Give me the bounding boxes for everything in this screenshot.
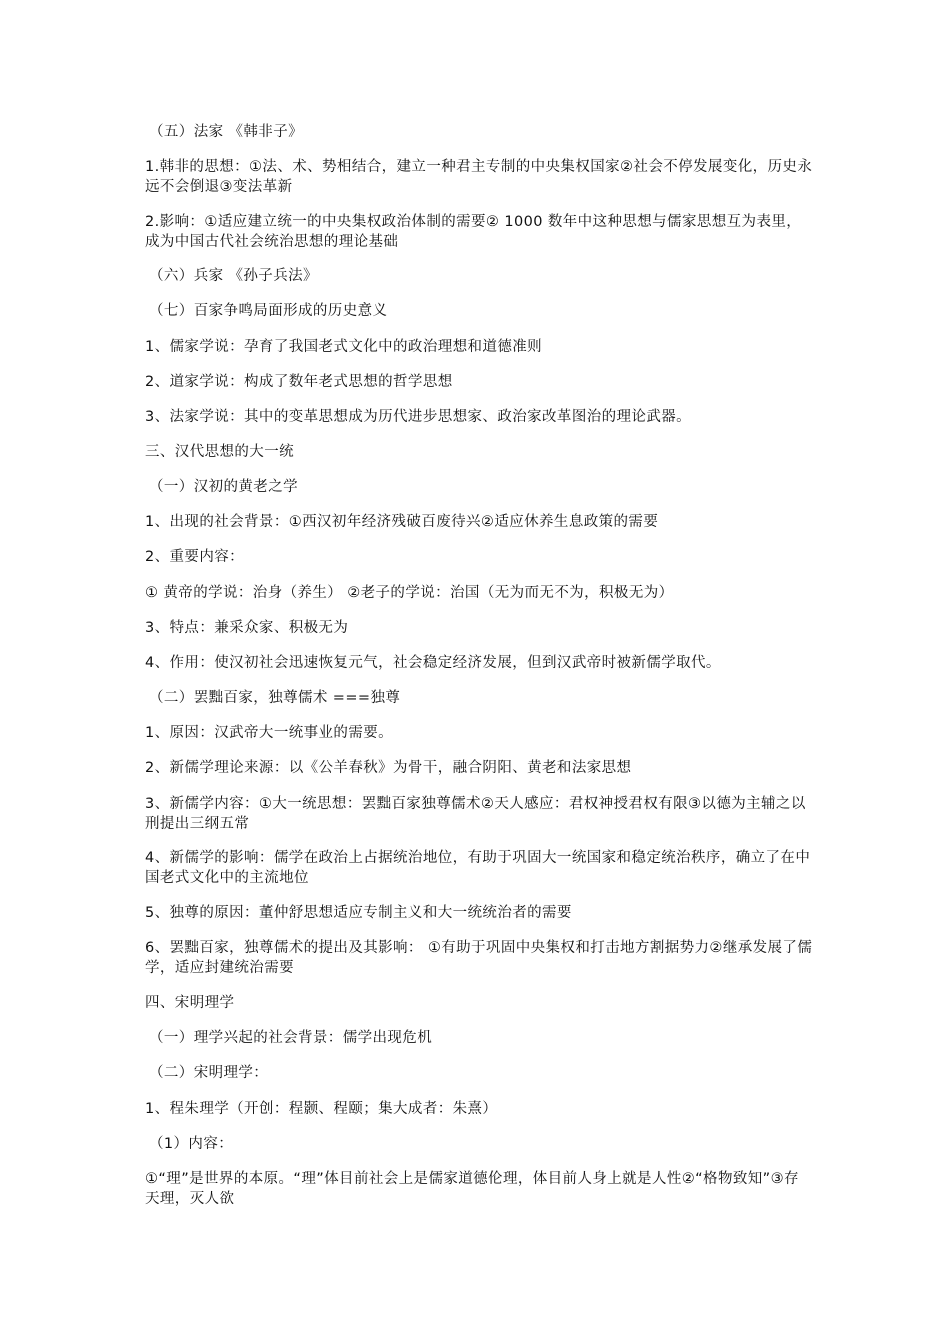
paragraph-legalism-doctrine: 3、法家学说：其中的变革思想成为历代进步思想家、政治家改革图治的理论武器。 (145, 409, 692, 425)
section-heading-legalism: （五）法家 《韩非子》 (149, 124, 304, 140)
paragraph-new-confucian-influence: 4、新儒学的影响：儒学在政治上占据统治地位，有助于巩固大一统国家和稳定统治秩序，确立了在中国老式文化中的主流地位 (145, 850, 811, 886)
section-heading-confucian-supremacy: （二）罢黜百家，独尊儒术 ===独尊 (149, 690, 401, 706)
section-heading-song-ming: （二）宋明理学： (149, 1065, 269, 1081)
subheading-content: （1）内容： (149, 1136, 234, 1152)
paragraph-huanglao-background: 1、出现的社会背景：①西汉初年经济残破百废待兴②适应休养生息政策的需要 (145, 514, 659, 530)
paragraph-taoism: 2、道家学说：构成了数年老式思想的哲学思想 (145, 374, 453, 390)
paragraph-new-confucian-content: 3、新儒学内容：①大一统思想：罢黜百家独尊儒术②天人感应：君权神授君权有限③以德为主辅之以刑提出三纲五常 (145, 796, 806, 832)
paragraph-cheng-zhu: 1、程朱理学（开创：程颢、程颐；集大成者：朱熹） (145, 1101, 498, 1117)
paragraph-main-content: 2、重要内容： (145, 549, 245, 565)
section-heading-military: （六）兵家 《孙子兵法》 (149, 268, 318, 284)
paragraph-new-confucian-source: 2、新儒学理论来源：以《公羊春秋》为骨干，融合阴阳、黄老和法家思想 (145, 760, 632, 776)
section-heading-huanglao: （一）汉初的黄老之学 (149, 479, 298, 495)
chapter-heading-neo-confucianism: 四、宋明理学 (145, 995, 235, 1011)
paragraph-huangdi-laozi: ① 黄帝的学说：治身（养生） ②老子的学说：治国（无为而无不为，积极无为） (145, 585, 674, 601)
section-heading-significance: （七）百家争鸣局面形成的历史意义 (149, 303, 388, 319)
section-heading-rise-background: （一）理学兴起的社会背景：儒学出现危机 (149, 1030, 433, 1046)
chapter-heading-han: 三、汉代思想的大一统 (145, 444, 294, 460)
paragraph-li-principle: ①“理”是世界的本原。“理”体目前社会上是儒家道德伦理，体目前人身上就是人性②“格物致知”③存天理，灭人欲 (145, 1171, 799, 1207)
paragraph-supremacy-reason: 5、独尊的原因：董仲舒思想适应专制主义和大一统统治者的需要 (145, 905, 572, 921)
paragraph-hanfei-thought: 1.韩非的思想：①法、术、势相结合，建立一种君主专制的中央集权国家②社会不停发展变化，历史永远不会倒退③变法革新 (145, 159, 813, 195)
paragraph-supremacy-impact: 6、罢黜百家，独尊儒术的提出及其影响： ①有助于巩固中央集权和打击地方割据势力②继承发展了儒学，适应封建统治需要 (145, 940, 813, 976)
paragraph-reason: 1、原因：汉武帝大一统事业的需要。 (145, 725, 394, 741)
paragraph-effect: 4、作用：使汉初社会迅速恢复元气，社会稳定经济发展，但到汉武帝时被新儒学取代。 (145, 655, 721, 671)
paragraph-features: 3、特点：兼采众家、积极无为 (145, 620, 349, 636)
paragraph-legalism-influence: 2.影响：①适应建立统一的中央集权政治体制的需要② 1000 数年中这种思想与儒家思想互为表里，成为中国古代社会统治思想的理论基础 (145, 214, 802, 250)
paragraph-confucianism: 1、儒家学说：孕育了我国老式文化中的政治理想和道德准则 (145, 339, 543, 355)
